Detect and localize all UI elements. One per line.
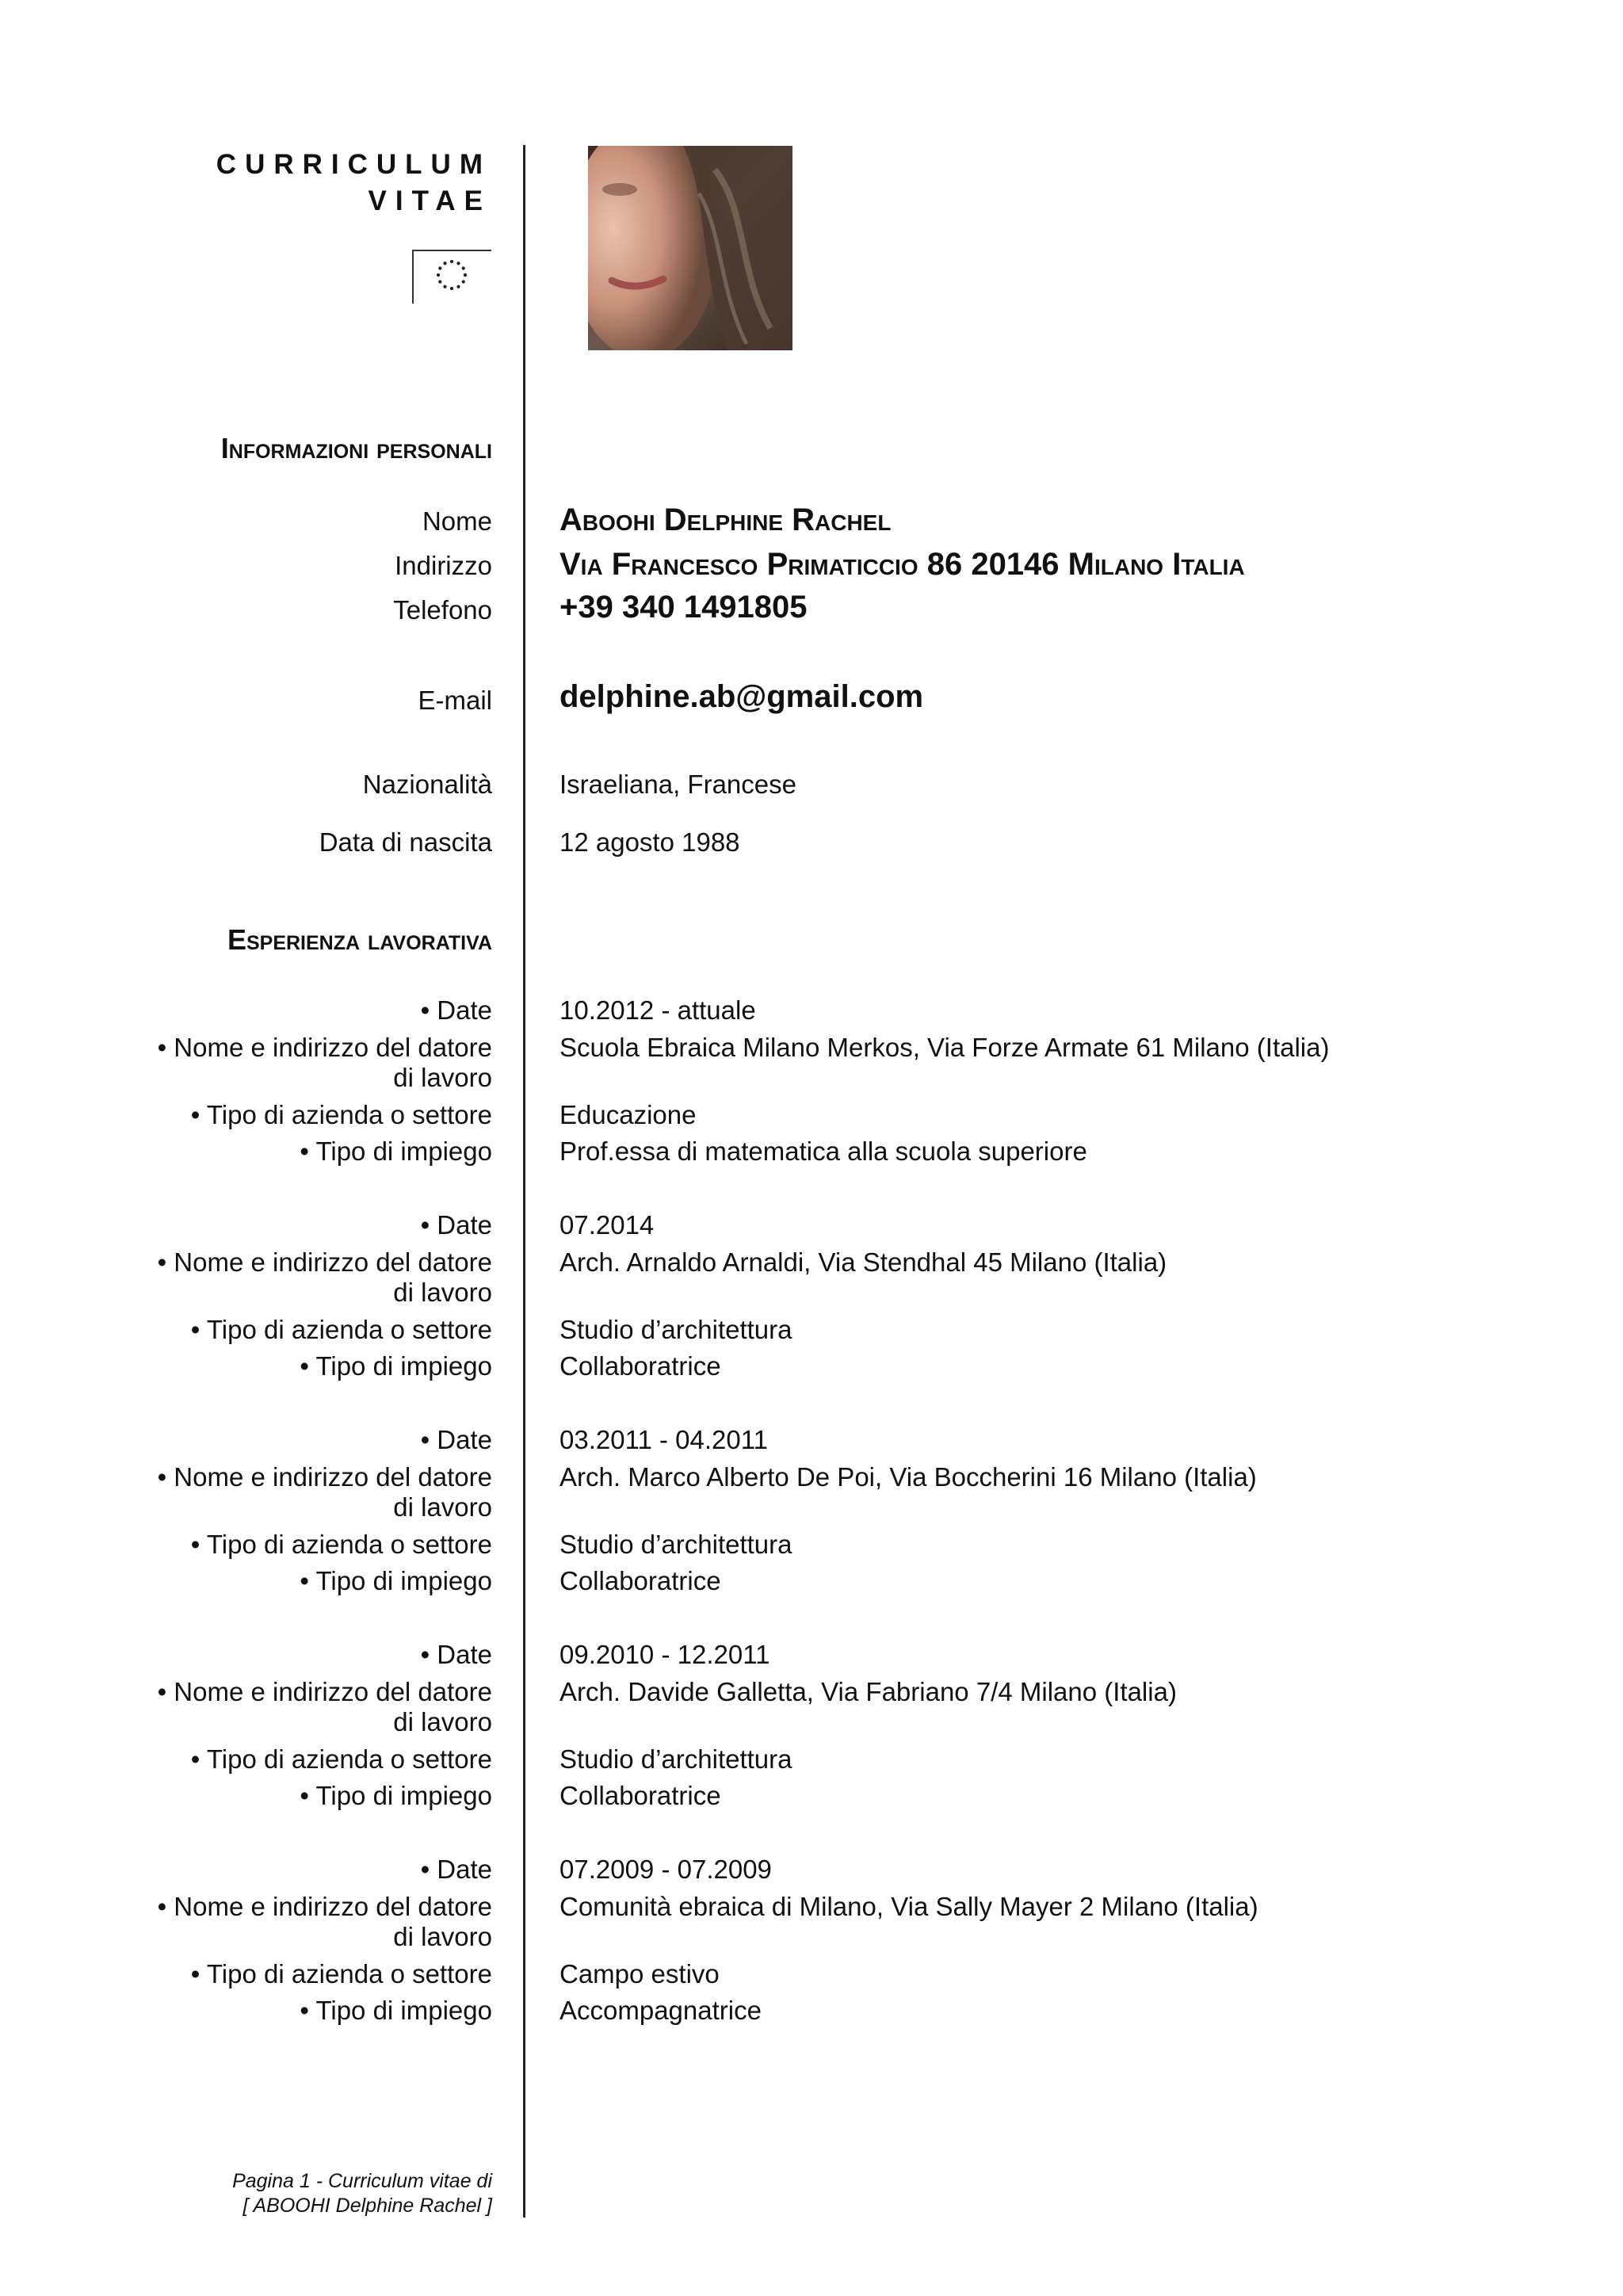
exp-value-date: 10.2012 - attuale <box>559 995 756 1025</box>
eu-star <box>443 285 446 288</box>
value-email[interactable]: delphine.ab@gmail.com <box>559 679 924 714</box>
exp-label-role: • Tipo di impiego <box>300 1137 492 1166</box>
exp-label-role: • Tipo di impiego <box>300 1781 492 1810</box>
footer-line2: [ ABOOHI Delphine Rachel ] <box>242 2195 492 2217</box>
value-indirizzo: Via Francesco Primaticcio 86 20146 Milano Italia <box>559 547 1245 582</box>
exp-value-date: 09.2010 - 12.2011 <box>559 1640 770 1669</box>
exp-label-sector: • Tipo di azienda o settore <box>190 1315 492 1344</box>
vertical-divider <box>523 145 525 2218</box>
profile-photo <box>588 146 792 350</box>
exp-label-employer-cont: di lavoro <box>393 1707 492 1736</box>
label-indirizzo: Indirizzo <box>395 551 492 580</box>
exp-value-role: Collaboratrice <box>559 1351 721 1381</box>
label-nazionalita: Nazionalità <box>362 770 492 799</box>
exp-label-date: • Date <box>420 1640 492 1669</box>
exp-label-employer: • Nome e indirizzo del datore <box>157 1677 492 1706</box>
exp-value-employer: Arch. Davide Galletta, Via Fabriano 7/4 Milano (Italia) <box>559 1677 1177 1706</box>
cv-title-line1: CURRICULUM <box>216 149 491 180</box>
eu-star <box>443 262 446 265</box>
exp-label-sector: • Tipo di azienda o settore <box>190 1530 492 1559</box>
exp-label-employer-cont: di lavoro <box>393 1278 492 1307</box>
exp-value-employer: Scuola Ebraica Milano Merkos, Via Forze Armate 61 Milano (Italia) <box>559 1033 1330 1062</box>
eu-star <box>450 260 453 263</box>
exp-label-date: • Date <box>420 1855 492 1884</box>
exp-value-employer: Arch. Arnaldo Arnaldi, Via Stendhal 45 Milano (Italia) <box>559 1247 1167 1277</box>
exp-label-role: • Tipo di impiego <box>300 1566 492 1595</box>
label-email: E-mail <box>418 686 492 715</box>
eu-star <box>456 285 460 288</box>
exp-label-role: • Tipo di impiego <box>300 1996 492 2025</box>
exp-value-sector: Studio d’architettura <box>559 1744 792 1774</box>
eu-star <box>464 273 467 277</box>
value-nome: Aboohi Delphine Rachel <box>559 502 892 537</box>
exp-value-employer: Comunità ebraica di Milano, Via Sally Mayer 2 Milano (Italia) <box>559 1892 1258 1921</box>
exp-label-date: • Date <box>420 995 492 1025</box>
value-data-nascita: 12 agosto 1988 <box>559 827 740 857</box>
eu-star <box>462 280 465 283</box>
label-data-nascita: Data di nascita <box>319 827 492 857</box>
exp-value-date: 07.2009 - 07.2009 <box>559 1855 772 1884</box>
exp-value-role: Collaboratrice <box>559 1566 721 1595</box>
exp-label-employer-cont: di lavoro <box>393 1492 492 1522</box>
eu-stars-logo <box>412 250 491 304</box>
exp-label-employer: • Nome e indirizzo del datore <box>157 1892 492 1921</box>
exp-value-employer: Arch. Marco Alberto De Poi, Via Boccherini 16 Milano (Italia) <box>559 1462 1257 1492</box>
exp-value-role: Prof.essa di matematica alla scuola superiore <box>559 1137 1087 1166</box>
exp-label-employer: • Nome e indirizzo del datore <box>157 1247 492 1277</box>
exp-value-sector: Studio d’architettura <box>559 1530 792 1559</box>
label-telefono: Telefono <box>393 595 492 625</box>
exp-label-employer-cont: di lavoro <box>393 1063 492 1092</box>
footer-line1: Pagina 1 - Curriculum vitae di <box>232 2170 492 2192</box>
exp-label-date: • Date <box>420 1425 492 1454</box>
exp-label-employer: • Nome e indirizzo del datore <box>157 1033 492 1062</box>
exp-label-sector: • Tipo di azienda o settore <box>190 1100 492 1129</box>
exp-value-sector: Educazione <box>559 1100 697 1129</box>
exp-value-role: Accompagnatrice <box>559 1996 762 2025</box>
section-heading-experience: Esperienza lavorativa <box>227 923 492 956</box>
eu-star <box>438 266 441 269</box>
value-telefono: +39 340 1491805 <box>559 590 808 625</box>
eu-star <box>456 262 460 265</box>
value-nazionalita: Israeliana, Francese <box>559 770 796 799</box>
eu-star <box>450 287 453 290</box>
exp-label-employer-cont: di lavoro <box>393 1922 492 1951</box>
exp-value-date: 03.2011 - 04.2011 <box>559 1425 769 1454</box>
eu-star <box>437 273 440 277</box>
eu-star <box>462 266 465 269</box>
exp-label-sector: • Tipo di azienda o settore <box>190 1959 492 1988</box>
eu-star <box>438 280 441 283</box>
label-nome: Nome <box>422 506 492 536</box>
exp-label-role: • Tipo di impiego <box>300 1351 492 1381</box>
exp-label-employer: • Nome e indirizzo del datore <box>157 1462 492 1492</box>
section-heading-personal: Informazioni personali <box>220 432 492 464</box>
exp-value-sector: Studio d’architettura <box>559 1315 792 1344</box>
exp-value-role: Collaboratrice <box>559 1781 721 1810</box>
cv-title-line2: VITAE <box>368 185 491 216</box>
exp-value-date: 07.2014 <box>559 1210 655 1240</box>
exp-label-date: • Date <box>420 1210 492 1240</box>
exp-value-sector: Campo estivo <box>559 1959 720 1988</box>
exp-label-sector: • Tipo di azienda o settore <box>190 1744 492 1774</box>
